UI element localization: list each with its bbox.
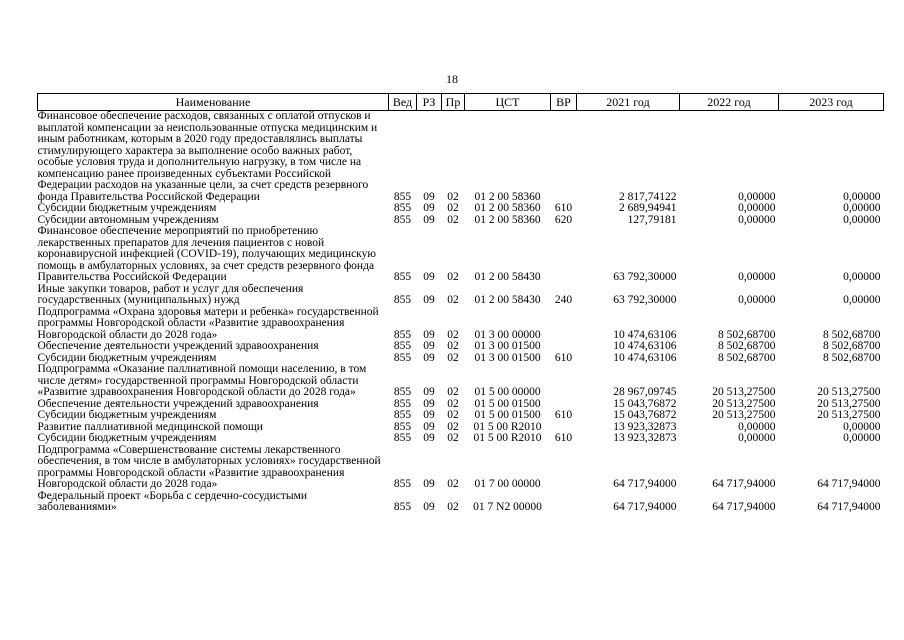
table-row bbox=[38, 203, 884, 215]
row-pr: 02 bbox=[447, 202, 459, 214]
table-row bbox=[38, 433, 884, 445]
row-vr: 620 bbox=[554, 213, 573, 226]
table-row bbox=[38, 410, 884, 422]
row-ved: 855 bbox=[393, 432, 412, 444]
row-cst: 01 2 00 58360 bbox=[474, 202, 541, 214]
row-ved: 855 bbox=[393, 397, 412, 410]
row-rz: 09 bbox=[423, 420, 435, 433]
row-2022: 0,00000 bbox=[738, 213, 776, 226]
row-pr: 02 bbox=[447, 386, 459, 398]
row-2022: 0,00000 bbox=[738, 432, 776, 444]
row-2021: 2 689,94941 bbox=[619, 202, 677, 214]
row-rz: 09 bbox=[423, 432, 435, 444]
table-row bbox=[38, 111, 884, 204]
row-ved: 855 bbox=[393, 213, 412, 226]
row-2023: 0,00000 bbox=[843, 432, 881, 444]
row-2022: 0,00000 bbox=[738, 271, 776, 283]
row-2021: 28 967,09745 bbox=[613, 386, 677, 398]
row-2021: 15 043,76872 bbox=[613, 397, 677, 410]
row-2023: 8 502,68700 bbox=[823, 340, 881, 352]
header-2022: 2022 год bbox=[680, 94, 779, 111]
row-ved: 855 bbox=[393, 328, 412, 341]
row-ved: 855 bbox=[393, 294, 412, 306]
row-cst: 01 2 00 58360 bbox=[474, 213, 541, 226]
page-number: 18 bbox=[446, 72, 458, 86]
row-name: Обеспечение деятельности учреждений здравоохранения bbox=[37, 397, 319, 410]
table-row bbox=[38, 491, 884, 514]
header-2021: 2021 год bbox=[577, 94, 680, 111]
row-2022: 64 717,94000 bbox=[712, 501, 776, 513]
row-vr: 610 bbox=[554, 351, 573, 364]
row-name: Обеспечение деятельности учреждений здравоохранения bbox=[37, 340, 319, 352]
row-2022: 8 502,68700 bbox=[718, 340, 776, 352]
row-cst: 01 2 00 58430 bbox=[474, 271, 541, 283]
row-2021: 63 792,30000 bbox=[613, 271, 677, 283]
row-pr: 02 bbox=[447, 420, 459, 433]
header-rz: РЗ bbox=[417, 94, 442, 111]
row-vr bbox=[551, 111, 577, 204]
row-2022: 8 502,68700 bbox=[718, 328, 776, 341]
row-2021: 63 792,30000 bbox=[613, 294, 677, 306]
row-2022: 0,00000 bbox=[738, 294, 776, 306]
row-name: Финансовое обеспечение расходов, связанных с оплатой отпусков и выплатой компенсации за неиспользованные отпуска медицинским и иным работникам, которым в 2020 году предоставлялись выплаты стимулирующего характера за выполнение особо важных работ, особые условия труда и дополнительную нагрузку, в том числе на компенсацию ранее произведенных субъектами Российской Федерации расходов на указанные цели, за счет средств резервного фонда Правительства Российской Федерации bbox=[37, 110, 378, 203]
row-rz: 09 bbox=[423, 409, 435, 421]
row-rz: 09 bbox=[423, 213, 435, 226]
row-name: Подпрограмма «Оказание паллиативной помощи населению, в том числе детям» государственной программы Новгородской области «Развитие здравоохранения Новгородской области до 2028 года» bbox=[37, 363, 367, 398]
header-pr: Пр bbox=[442, 94, 465, 111]
row-rz: 09 bbox=[423, 271, 435, 283]
row-2022: 0,00000 bbox=[738, 420, 776, 433]
row-vr bbox=[551, 364, 577, 399]
row-cst: 01 3 00 01500 bbox=[474, 340, 541, 352]
row-2022: 0,00000 bbox=[738, 202, 776, 214]
row-pr: 02 bbox=[447, 397, 459, 410]
row-ved: 855 bbox=[393, 420, 412, 433]
row-rz: 09 bbox=[423, 351, 435, 364]
row-2021: 2 817,74122 bbox=[619, 190, 677, 203]
row-2023: 0,00000 bbox=[843, 190, 881, 203]
row-cst: 01 5 00 01500 bbox=[474, 397, 541, 410]
row-ved: 855 bbox=[393, 478, 412, 490]
row-cst: 01 7 00 00000 bbox=[474, 478, 541, 490]
row-pr: 02 bbox=[447, 340, 459, 352]
row-2021: 13 923,32873 bbox=[613, 432, 677, 444]
budget-table bbox=[37, 93, 884, 514]
row-2021: 64 717,94000 bbox=[613, 478, 677, 490]
row-2021: 64 717,94000 bbox=[613, 501, 677, 513]
row-2022: 20 513,27500 bbox=[712, 397, 776, 410]
row-vr: 610 bbox=[554, 409, 573, 421]
row-cst: 01 2 00 58360 bbox=[474, 190, 541, 203]
row-pr: 02 bbox=[447, 328, 459, 341]
row-pr: 02 bbox=[447, 190, 459, 203]
row-ved: 855 bbox=[393, 271, 412, 283]
row-pr: 02 bbox=[447, 271, 459, 283]
row-2023: 8 502,68700 bbox=[823, 328, 881, 341]
row-name: Субсидии бюджетным учреждениям bbox=[37, 202, 217, 214]
table-row bbox=[38, 364, 884, 399]
row-vr bbox=[551, 445, 577, 491]
row-vr bbox=[551, 226, 577, 284]
row-name: Подпрограмма «Охрана здоровья матери и ребенка» государственной программы Новгородской области «Развитие здравоохранения Новгородской области до 2028 года» bbox=[37, 305, 379, 341]
row-name: Субсидии бюджетным учреждениям bbox=[37, 432, 217, 444]
row-cst: 01 2 00 58430 bbox=[474, 294, 541, 306]
row-ved: 855 bbox=[393, 351, 412, 364]
row-name: Субсидии бюджетным учреждениям bbox=[37, 409, 217, 421]
row-cst: 01 5 00 00000 bbox=[474, 386, 541, 398]
row-cst: 01 7 N2 00000 bbox=[473, 501, 542, 513]
row-rz: 09 bbox=[423, 340, 435, 352]
row-2021: 127,79181 bbox=[627, 213, 677, 226]
row-2022: 0,00000 bbox=[738, 190, 776, 203]
row-name: Развитие паллиативной медицинской помощи bbox=[37, 420, 263, 433]
row-2023: 0,00000 bbox=[843, 271, 881, 283]
row-2023: 20 513,27500 bbox=[817, 386, 881, 398]
row-rz: 09 bbox=[423, 478, 435, 490]
row-pr: 02 bbox=[447, 213, 459, 226]
table-row bbox=[38, 341, 884, 353]
row-rz: 09 bbox=[423, 501, 435, 513]
row-name: Подпрограмма «Совершенствование системы лекарственного обеспечения, в том числе в амбулаторных условиях» государственной программы Новгородской области «Развитие здравоохранения Новгородской области до 2028 года» bbox=[37, 443, 381, 490]
row-pr: 02 bbox=[447, 351, 459, 364]
row-2021: 10 474,63106 bbox=[613, 351, 677, 364]
row-vr bbox=[551, 491, 577, 514]
table-row bbox=[38, 284, 884, 307]
row-name: Субсидии бюджетным учреждениям bbox=[37, 351, 217, 364]
row-2022: 64 717,94000 bbox=[712, 478, 776, 490]
row-2021: 15 043,76872 bbox=[613, 409, 677, 421]
row-vr: 240 bbox=[554, 294, 573, 306]
row-name: Федеральный проект «Борьба с сердечно-сосудистыми заболеваниями» bbox=[37, 489, 308, 513]
header-cst: ЦСТ bbox=[465, 94, 551, 111]
row-2021: 10 474,63106 bbox=[613, 340, 677, 352]
header-2023: 2023 год bbox=[779, 94, 884, 111]
row-2023: 64 717,94000 bbox=[817, 501, 881, 513]
row-2022: 20 513,27500 bbox=[712, 409, 776, 421]
row-ved: 855 bbox=[393, 340, 412, 352]
header-vr: ВР bbox=[551, 94, 577, 111]
row-pr: 02 bbox=[447, 478, 459, 490]
row-2021: 10 474,63106 bbox=[613, 328, 677, 341]
row-cst: 01 5 00 01500 bbox=[474, 409, 541, 421]
row-pr: 02 bbox=[447, 294, 459, 306]
row-2023: 8 502,68700 bbox=[823, 351, 881, 364]
row-cst: 01 5 00 R2010 bbox=[473, 432, 542, 444]
row-name: Субсидии автономным учреждениям bbox=[37, 213, 219, 226]
header-name: Наименование bbox=[38, 94, 389, 111]
table-row bbox=[38, 445, 884, 491]
row-vr: 610 bbox=[554, 432, 573, 444]
row-cst: 01 5 00 R2010 bbox=[473, 420, 542, 433]
row-name: Финансовое обеспечение мероприятий по приобретению лекарственных препаратов для лечения пациентов с новой коронавирусной инфекцией (COVID-19), получающих медицинскую помощь в амбулаторных условиях, за счет средств резервного фонда Правительства Российской Федерации bbox=[37, 225, 376, 283]
table-header-row bbox=[38, 94, 884, 111]
row-rz: 09 bbox=[423, 397, 435, 410]
row-rz: 09 bbox=[423, 202, 435, 214]
row-pr: 02 bbox=[447, 432, 459, 444]
header-ved: Вед bbox=[389, 94, 417, 111]
row-vr bbox=[551, 307, 577, 342]
row-pr: 02 bbox=[447, 501, 459, 513]
row-ved: 855 bbox=[393, 501, 412, 513]
table-row bbox=[38, 226, 884, 284]
row-rz: 09 bbox=[423, 190, 435, 203]
row-pr: 02 bbox=[447, 409, 459, 421]
row-rz: 09 bbox=[423, 328, 435, 341]
row-rz: 09 bbox=[423, 294, 435, 306]
row-ved: 855 bbox=[393, 409, 412, 421]
row-rz: 09 bbox=[423, 386, 435, 398]
row-ved: 855 bbox=[393, 386, 412, 398]
row-name: Иные закупки товаров, работ и услуг для обеспечения государственных (муниципальных) нужд bbox=[37, 282, 304, 306]
row-cst: 01 3 00 01500 bbox=[474, 351, 541, 364]
row-2023: 0,00000 bbox=[843, 202, 881, 214]
row-2023: 64 717,94000 bbox=[817, 478, 881, 490]
row-2021: 13 923,32873 bbox=[613, 420, 677, 433]
row-2022: 8 502,68700 bbox=[718, 351, 776, 364]
row-ved: 855 bbox=[393, 202, 412, 214]
row-ved: 855 bbox=[393, 190, 412, 203]
row-2023: 0,00000 bbox=[843, 294, 881, 306]
table-row bbox=[38, 307, 884, 342]
row-2023: 0,00000 bbox=[843, 213, 881, 226]
row-2023: 20 513,27500 bbox=[817, 397, 881, 410]
row-2023: 0,00000 bbox=[843, 420, 881, 433]
row-2022: 20 513,27500 bbox=[712, 386, 776, 398]
row-cst: 01 3 00 00000 bbox=[474, 328, 541, 341]
row-2023: 20 513,27500 bbox=[817, 409, 881, 421]
row-vr bbox=[551, 341, 577, 353]
row-vr: 610 bbox=[554, 202, 573, 214]
